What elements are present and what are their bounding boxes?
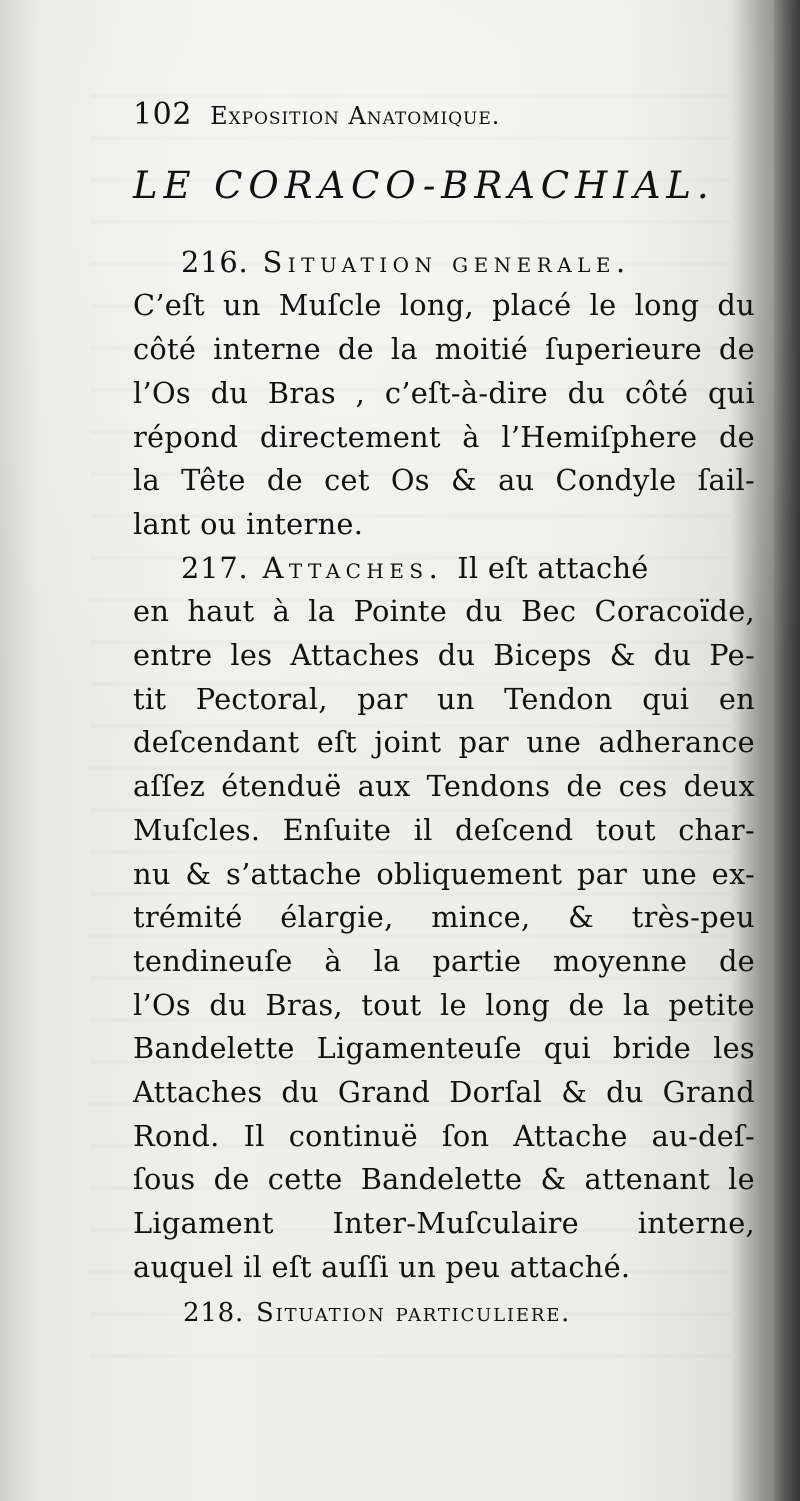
running-title: Exposition Anatomique. — [210, 102, 501, 130]
page-edge-shadow — [774, 0, 800, 1501]
paragraph-217-first-line-text: Il eſt attaché — [457, 550, 649, 585]
paragraph-217-line-1: en haut à la Pointe du Bec Coracoïde, — [133, 594, 755, 629]
paragraph-217-line-7: nu & s’attache obliquement par une ex- — [133, 856, 755, 891]
paragraph-217-line-15: Ligament Inter-Muſculaire interne, — [133, 1206, 755, 1241]
paragraph-217-line-9: tendineuſe à la partie moyenne de — [133, 943, 755, 978]
paragraph-217-line-3: tit Pectoral, par un Tendon qui en — [133, 681, 755, 716]
paragraph-216-number: 216. — [181, 244, 249, 279]
paragraph-217-line-16: auquel il eſt auſſi un peu attaché. — [133, 1249, 631, 1284]
section-title: LE CORACO-BRACHIAL. — [133, 164, 715, 207]
paragraph-217-number: 217. — [181, 550, 249, 585]
paragraph-217-line-4: deſcendant eſt joint par une adherance — [133, 725, 755, 760]
paragraph-216-line-5: la Tête de cet Os & au Condyle ſail- — [133, 463, 755, 498]
paragraph-216-line-1: C’eſt un Muſcle long, placé le long du — [133, 288, 755, 323]
paragraph-217-line-10: l’Os du Bras, tout le long de la petite — [133, 987, 755, 1022]
paragraph-218-heading — [133, 1292, 755, 1336]
page-number: 102 — [133, 97, 193, 132]
paragraph-216-line-2: côté interne de la moitié ſuperieure de — [133, 332, 755, 367]
paragraph-218-number: 218. — [183, 1297, 245, 1328]
page-content — [133, 97, 755, 1335]
paragraph-216-heading — [133, 241, 755, 285]
paragraph-217-heading — [133, 547, 755, 591]
article-text — [133, 241, 755, 1336]
paragraph-217-line-6: Muſcles. Enſuite il deſcend tout char- — [133, 812, 755, 847]
paragraph-217-line-2: entre les Attaches du Biceps & du Pe- — [133, 638, 755, 673]
paragraph-217-line-5: aſſez étenduë aux Tendons de ces deux — [133, 769, 755, 804]
paragraph-217-line-13: Rond. Il continuë ſon Attache au-deſ- — [133, 1118, 755, 1153]
paragraph-217-line-14: ſous de cette Bandelette & attenant le — [133, 1162, 755, 1197]
running-head — [133, 97, 755, 132]
paragraph-216-title: Situation generale. — [262, 244, 631, 279]
paragraph-216-line-4: répond directement à l’Hemiſphere de — [133, 419, 755, 454]
paragraph-216-line-6: lant ou interne. — [133, 506, 364, 541]
paragraph-216-line-3: l’Os du Bras , c’eſt-à-dire du côté qui — [133, 375, 755, 410]
paragraph-217-line-12: Attaches du Grand Dorſal & du Grand — [133, 1075, 755, 1110]
paragraph-218-title: Situation particuliere. — [256, 1297, 572, 1328]
paragraph-217-line-8: trémité élargie, mince, & très-peu — [133, 900, 755, 935]
paragraph-217-title: Attaches. — [262, 550, 444, 585]
paragraph-217-line-11: Bandelette Ligamenteuſe qui bride les — [133, 1031, 755, 1066]
